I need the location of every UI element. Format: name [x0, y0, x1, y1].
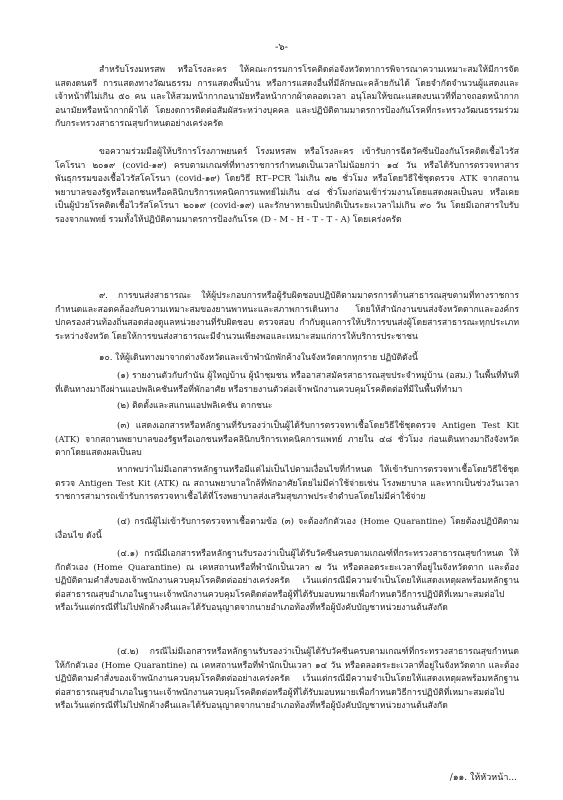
paragraph-item-2-app: (๒) ติดตั้งและสแกนแอปพลิเคชัน ตากชนะ	[117, 401, 273, 411]
paragraph-theatre-staff-vaccination: ขอความร่วมมือผู้ให้บริการโรงภาพยนตร์ โรงมหรสพ หรือโรงละคร เข้ารับการฉีดวัคซีนป้องกันโรคติดเชื้อไวรัสโคโรนา ๒๐๑๙ (covid-๑๙) ครบตามเกณฑ์ที่ทางราชการกำหนดเป็นเวลาไม่น้อยกว่า ๑๔ วัน หรือได้รับการตรวจหาสารพันธุกรรมของเชื้อไวรัสโคโรนา (covid-๑๙) โดยวิธี RT–PCR ไม่เกิน ๗๒ ชั่วโมง หรือโดยวิธีใช้ชุดตรวจ ATK จากสถานพยาบาลของรัฐหรือเอกชนหรือคลินิกบริการเทคนิคการแพทย์ไม่เกิน ๔๘ ชั่วโมงก่อนเข้าร่วมงานโดยแสดงผลเป็นลบ หรือเคยเป็นผู้ป่วยโรคติดเชื้อไวรัสโคโรนา ๒๐๑๙ (covid-๑๙) และรักษาหายเป็นปกติเป็นระยะเวลาไม่เกิน ๙๐ วัน โดยมีเอกสารใบรับรองจากแพทย์ รวมทั้งให้ปฏิบัติตามมาตรการป้องกันโรค (D - M - H - T - T - A) โดยเคร่งครัด	[55, 147, 519, 225]
paragraph-travellers-heading: ๑๐. ให้ผู้เดินทางมาจากต่างจังหวัดและเข้าพำนักพักค้างในจังหวัดตากทุกราย ปฏิบัติดังนี้	[99, 353, 418, 363]
paragraph-item-1-report: (๑) รายงานตัวกับกำนัน ผู้ใหญ่บ้าน ผู้นำชุมชน หรืออาสาสมัครสาธารณสุขประจำหมู่บ้าน (อสม.) ในพื้นที่ทันทีที่เดินทางมาถึงผ่านแอปพลิเคชันหรือที่พักอาศัย หรือรายงานตัวต่อเจ้าพนักงานควบคุมโรคติดต่อที่มีในพื้นที่ทำมา	[55, 371, 519, 395]
paragraph-item-4-2-unvaccinated: (๔.๒) กรณีไม่มีเอกสารหรือหลักฐานรับรองว่าเป็นผู้ได้รับวัคซีนครบตามเกณฑ์ที่กระทรวงสาธารณสุขกำหนด ให้กักตัวเอง (Home Quarantine) ณ เคหสถานหรือที่พำนักเป็นเวลา ๑๔ วัน หรือตลอดระยะเวลาที่อยู่ในจังหวัดตาก และต้องปฏิบัติตามคำสั่งของเจ้าพนักงานควบคุมโรคติดต่ออย่างเคร่งครัด เว้นแต่กรณีมีความจำเป็นโดยให้แสดงเหตุผลพร้อมหลักฐานต่อสาธารณสุขอำเภอในฐานะเจ้าพนักงานควบคุมโรคติดต่อหรือผู้ที่ได้รับมอบหมายเพื่อกำหนดวิธีการปฏิบัติที่เหมาะสมต่อไป หรือเว้นแต่กรณีที่ไม่ไปพักค้างคืนและได้รับอนุญาตจากนายอำเภอท้องที่หรือผู้บังคับบัญชาหน่วยงานต้นสังกัด	[55, 647, 519, 712]
paragraph-no-document: หากพบว่าไม่มีเอกสารหลักฐานหรือมีแต่ไม่เป็นไปตามเงื่อนไขที่กำหนด ให้เข้ารับการตรวจหาเชื้อโดยวิธีใช้ชุดตรวจ Antigen Test Kit (ATK) ณ สถานพยาบาลใกล้ที่พักอาศัยโดยไม่มีค่าใช้จ่ายเช่น โรงพยาบาล และหากเป็นช่วงวันเวลาราชการสามารถเข้ารับการตรวจหาเชื้อได้ที่โรงพยาบาลส่งเสริมสุขภาพประจำตำบลโดยไม่มีค่าใช้จ่าย	[55, 465, 519, 503]
continuation-note: /๑๑. ให้หัวหน้า...	[449, 773, 517, 783]
paragraph-item-4-1-vaccinated: (๔.๑) กรณีมีเอกสารหรือหลักฐานรับรองว่าเป็นผู้ได้รับวัคซีนครบตามเกณฑ์ที่กระทรวงสาธารณสุขกำหนด ให้กักตัวเอง (Home Quarantine) ณ เคหสถานหรือที่พำนักเป็นเวลา ๗ วัน หรือตลอดระยะเวลาที่อยู่ในจังหวัดตาก และต้องปฏิบัติตามคำสั่งของเจ้าพนักงานควบคุมโรคติดต่ออย่างเคร่งครัด เว้นแต่กรณีมีความจำเป็นโดยให้แสดงเหตุผลพร้อมหลักฐานต่อสาธารณสุขอำเภอในฐานะเจ้าพนักงานควบคุมโรคติดต่อหรือผู้ที่ได้รับมอบหมายเพื่อกำหนดวิธีการปฏิบัติที่เหมาะสมต่อไป หรือเว้นแต่กรณีที่ไม่ไปพักค้างคืนและได้รับอนุญาตจากนายอำเภอท้องที่หรือผู้บังคับบัญชาหน่วยงานต้นสังกัด	[55, 549, 519, 614]
paragraph-public-transport: ๙. การขนส่งสาธารณะ ให้ผู้ประกอบการหรือผู้รับผิดชอบปฏิบัติตามมาตรการด้านสาธารณสุขตามที่ทางราชการกำหนดและสอดคล้องกับความเหมาะสมของยานพาหนะและสภาพการเดินทาง โดยให้สำนักงานขนส่งจังหวัดตากและองค์กรปกครองส่วนท้องถิ่นสอดส่องดูแลหน่วยงานที่รับผิดชอบ ตรวจสอบ กำกับดูแลการให้บริการขนส่งผู้โดยสารสาธารณะทุกประเภทระหว่างจังหวัด โดยให้การขนส่งสาธารณะมีจำนวนเพียงพอและเหมาะสมแก่การให้บริการประชาชน	[55, 291, 519, 342]
paragraph-item-4-quarantine: (๔) กรณีผู้ไม่เข้ารับการตรวจหาเชื้อตามข้อ (๓) จะต้องกักตัวเอง (Home Quarantine) โดยต้องปฏิบัติตามเงื่อนไข ดังนี้	[55, 517, 519, 541]
page-number: -๖-	[274, 42, 289, 53]
paragraph-item-3-atk: (๓) แสดงเอกสารหรือหลักฐานที่รับรองว่าเป็นผู้ได้รับการตรวจหาเชื้อโดยวิธีใช้ชุดตรวจ Antigen Test Kit (ATK) จากสถานพยาบาลของรัฐหรือเอกชนหรือคลินิกบริการเทคนิคการแพทย์ ภายใน ๔๘ ชั่วโมง ก่อนเดินทางมาถึงจังหวัดตากโดยแสดงผลเป็นลบ	[55, 421, 519, 459]
paragraph-theatre-performances: สำหรับโรงมหรสพ หรือโรงละคร ให้คณะกรรมการโรคติดต่อจังหวัดทาการพิจารณาความเหมาะสมให้มีการจัดแสดงดนตรี การแสดงทางวัฒนธรรม การแสดงพื้นบ้าน หรือการแสดงอื่นที่มีลักษณะคล้ายกันได้ โดยจำกัดจำนวนผู้แสดงและเจ้าหน้าที่ไม่เกิน ๕๐ คน และให้สวมหน้ากากอนามัยหรือหน้ากากผ้าตลอดเวลา อนุโลมให้ขณะแสดงบนเวทีที่อาจถอดหน้ากากอนามัยหรือหน้ากากผ้าได้ โดยงดการติดต่อสัมผัสระหว่างบุคคล และปฏิบัติตามมาตรการป้องกันโรคที่กระทรวงวัฒนธรรมร่วมกับกระทรวงสาธารณสุขกำหนดอย่างเคร่งครัด	[55, 65, 519, 130]
